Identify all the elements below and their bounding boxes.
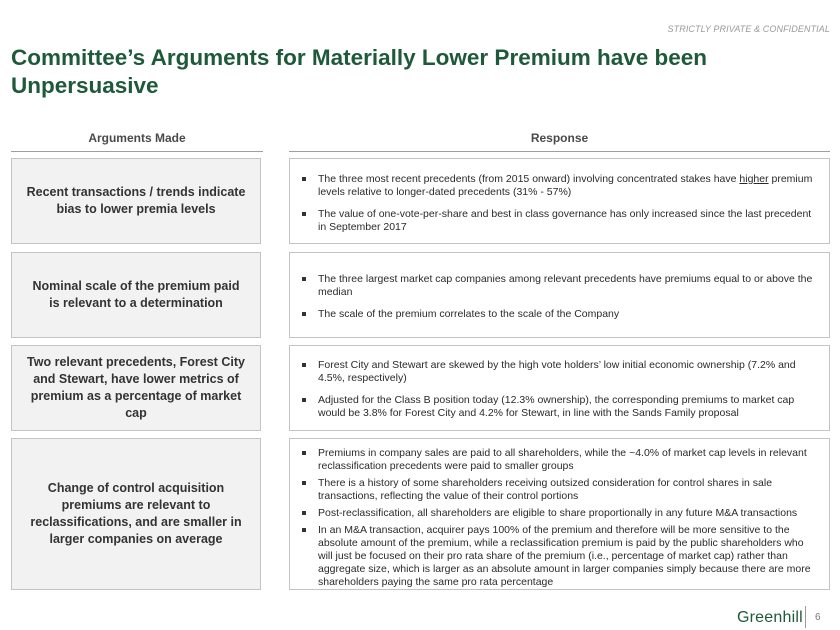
- column-divider-right: [289, 151, 830, 152]
- bullet-text: The three largest market cap companies among relevant precedents have premiums equal to or above the median: [318, 273, 813, 298]
- argument-box: [11, 252, 261, 338]
- bullet-text: Post-reclassification, all shareholders are eligible to share proportionally in any future M&A transactions: [318, 507, 798, 519]
- page-number: 6: [815, 612, 821, 623]
- response-bullet: [300, 208, 819, 234]
- column-header-arguments: Arguments Made: [88, 131, 186, 145]
- bullet-text: premium levels relative to longer-dated precedents (31% - 57%): [318, 173, 813, 198]
- confidentiality-label: STRICTLY PRIVATE & CONFIDENTIAL: [667, 24, 830, 34]
- response-bullet-list: [300, 173, 819, 234]
- response-bullet: [300, 477, 819, 503]
- argument-box: [11, 345, 261, 431]
- bullet-text: The value of one-vote-per-share and best in class governance has only increased since the last precedent in September 2017: [318, 208, 812, 233]
- argument-text: Two relevant precedents, Forest City and Stewart, have lower metrics of premium as a percentage of market cap: [27, 355, 245, 420]
- response-bullet-list: [300, 273, 819, 321]
- response-bullet: [300, 507, 819, 520]
- bullet-text: In an M&A transaction, acquirer pays 100% of the premium and therefore will be more sensitive to the absolute amount of the premium, while a reclassification premium is paid by the public shareholders who will just be focused on their pro rata share of the premium (i.e., percentage of market cap) rather than aggregate size, which is larger as an absolute amount in larger companies simply because there are more shareholders paying the same pro rata percentage: [318, 524, 811, 588]
- response-bullet-list: [300, 447, 819, 589]
- response-box: [289, 252, 830, 338]
- response-box: [289, 158, 830, 244]
- response-bullet: [300, 359, 819, 385]
- argument-text: Nominal scale of the premium paid is relevant to a determination: [32, 279, 240, 310]
- argument-text: Recent transactions / trends indicate bias to lower premia levels: [26, 185, 246, 216]
- response-box: [289, 345, 830, 431]
- argument-box: [11, 438, 261, 590]
- response-box: [289, 438, 830, 590]
- bullet-text: Premiums in company sales are paid to all shareholders, while the ~4.0% of market cap levels in relevant reclassification precedents were paid to smaller groups: [318, 447, 807, 472]
- bullet-text: The three most recent precedents (from 2015 onward) involving concentrated stakes have: [318, 173, 740, 185]
- response-bullet-list: [300, 359, 819, 420]
- column-divider-left: [11, 151, 263, 152]
- bullet-emphasis: higher: [739, 173, 769, 185]
- response-bullet: [300, 308, 819, 321]
- response-bullet: [300, 524, 819, 589]
- argument-text: Change of control acquisition premiums are relevant to reclassifications, and are smaller in larger companies on average: [30, 481, 242, 546]
- page-title: Committee’s Arguments for Materially Lower Premium have been Unpersuasive: [11, 45, 708, 98]
- footer-separator: [805, 606, 806, 628]
- response-bullet: [300, 447, 819, 473]
- response-bullet: [300, 394, 819, 420]
- bullet-text: There is a history of some shareholders receiving outsized consideration for control shares in sale transactions, reflecting the value of their control portions: [318, 477, 773, 502]
- bullet-text: The scale of the premium correlates to the scale of the Company: [318, 308, 620, 320]
- response-bullet: [300, 273, 819, 299]
- column-header-response: Response: [530, 131, 589, 145]
- bullet-text: Adjusted for the Class B position today (12.3% ownership), the corresponding premiums to market cap would be 3.8% for Forest City and 4.2% for Stewart, in line with the Sands Family proposal: [318, 394, 795, 419]
- response-bullet: [300, 173, 819, 199]
- argument-box: [11, 158, 261, 244]
- bullet-text: Forest City and Stewart are skewed by the high vote holders’ low initial economic ownership (7.2% and 4.5%, respectively): [318, 359, 796, 384]
- greenhill-logo: Greenhill: [737, 609, 803, 626]
